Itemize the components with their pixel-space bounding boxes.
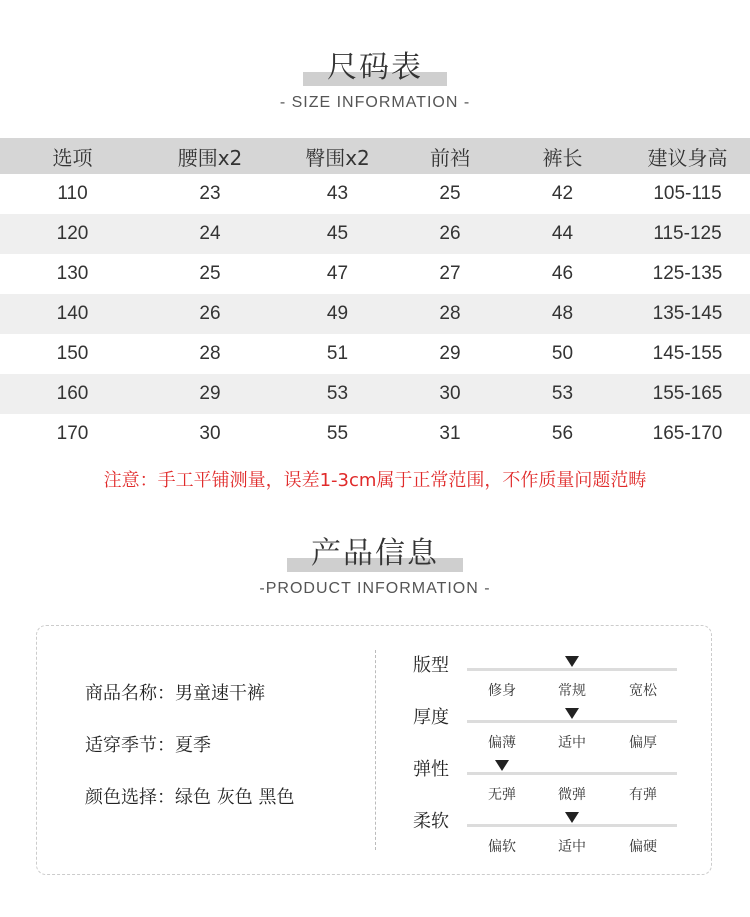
table-cell: 26 [199,303,221,324]
scale-option: 有弹 [629,787,657,803]
scale-option: 修身 [488,683,516,699]
scale-track [467,720,677,723]
header-cell: 前裆 [430,145,470,170]
table-cell: 110 [57,183,88,204]
table-row [0,374,750,414]
table-cell: 53 [326,383,349,404]
product-name-line: 商品名称：男童速干裤 [85,683,265,704]
header-cell: 臀围x2 [305,145,370,170]
table-row [0,214,750,254]
scale-option: 适中 [558,735,586,751]
table-row [0,414,750,454]
table-cell: 42 [551,183,574,204]
table-row [0,294,750,334]
table-cell: 47 [326,263,349,284]
scale-option: 偏硬 [629,839,657,855]
table-cell: 49 [326,303,349,324]
product-title: 产品信息 [311,536,439,571]
table-cell: 135-145 [652,303,723,324]
table-cell: 30 [439,383,461,404]
table-cell: 30 [199,423,221,444]
product-title-wrap [311,534,439,574]
header-cell: 裤长 [542,145,583,170]
table-cell: 150 [56,343,89,364]
scale-fit [413,654,713,706]
size-title: 尺码表 [327,50,423,85]
table-cell: 140 [56,303,89,324]
table-cell: 28 [439,303,461,324]
size-table-header [0,138,750,174]
table-cell: 46 [551,263,574,284]
header-cell: 选项 [52,145,93,170]
attribute-scales [413,654,713,862]
scale-option: 偏薄 [488,735,516,751]
scale-options [467,836,677,856]
scale-label: 厚度 [413,707,449,728]
table-cell: 160 [56,383,89,404]
scale-softness [413,810,713,862]
table-cell: 55 [326,423,349,444]
table-cell: 120 [56,223,89,244]
table-cell: 51 [326,343,349,364]
table-cell: 26 [439,223,461,244]
table-cell: 43 [326,183,349,204]
table-cell: 130 [56,263,89,284]
product-info-list [85,682,294,838]
scale-track [467,824,677,827]
table-cell: 48 [551,303,574,324]
product-season-line: 适穿季节：夏季 [85,735,211,756]
card-divider [375,650,376,850]
scale-options [467,784,677,804]
scale-options [467,680,677,700]
table-cell: 45 [326,223,349,244]
scale-label: 柔软 [413,811,449,832]
scale-option: 宽松 [629,683,657,699]
size-title-wrap [327,48,423,88]
scale-option: 偏厚 [629,735,657,751]
scale-marker-icon [565,656,579,667]
scale-thickness [413,706,713,758]
table-cell: 155-165 [652,383,723,404]
table-cell: 23 [199,183,221,204]
scale-options [467,732,677,752]
scale-marker-icon [495,760,509,771]
table-cell: 125-135 [652,263,723,284]
scale-option: 无弹 [488,787,516,803]
product-color-line: 颜色选择：绿色 灰色 黑色 [85,787,295,808]
scale-track [467,772,677,775]
product-title-block [0,534,750,598]
table-cell: 29 [199,383,221,404]
scale-marker-icon [565,708,579,719]
scale-track [467,668,677,671]
product-info-card [36,625,712,875]
table-cell: 25 [199,263,221,284]
table-cell: 56 [551,423,574,444]
scale-option: 微弹 [558,787,586,803]
table-cell: 115-125 [653,223,722,244]
table-cell: 24 [199,223,221,244]
table-cell: 50 [551,343,574,364]
table-cell: 44 [551,223,574,244]
scale-elasticity [413,758,713,810]
table-cell: 27 [439,263,461,284]
scale-option: 适中 [558,839,586,855]
scale-option: 偏软 [488,839,516,855]
scale-marker-icon [565,812,579,823]
table-row [0,174,750,214]
table-row [0,254,750,294]
size-subtitle: - SIZE INFORMATION - [279,94,471,111]
table-row [0,334,750,374]
table-cell: 25 [439,183,461,204]
scale-label: 版型 [413,655,449,676]
table-cell: 170 [56,423,89,444]
table-cell: 31 [439,423,461,444]
size-title-block [0,48,750,112]
header-cell: 腰围x2 [177,145,243,170]
table-cell: 53 [551,383,574,404]
table-cell: 29 [439,343,461,364]
header-cell: 建议身高 [647,145,728,170]
scale-label: 弹性 [413,759,449,780]
table-cell: 105-115 [653,183,722,204]
size-table [0,138,750,454]
scale-option: 常规 [558,683,586,699]
product-subtitle: -PRODUCT INFORMATION - [259,580,491,597]
table-cell: 145-155 [652,343,723,364]
table-cell: 28 [199,343,221,364]
table-cell: 165-170 [652,423,723,444]
measurement-note: 注意：手工平铺测量，误差1-3cm属于正常范围，不作质量问题范畴 [103,470,647,491]
